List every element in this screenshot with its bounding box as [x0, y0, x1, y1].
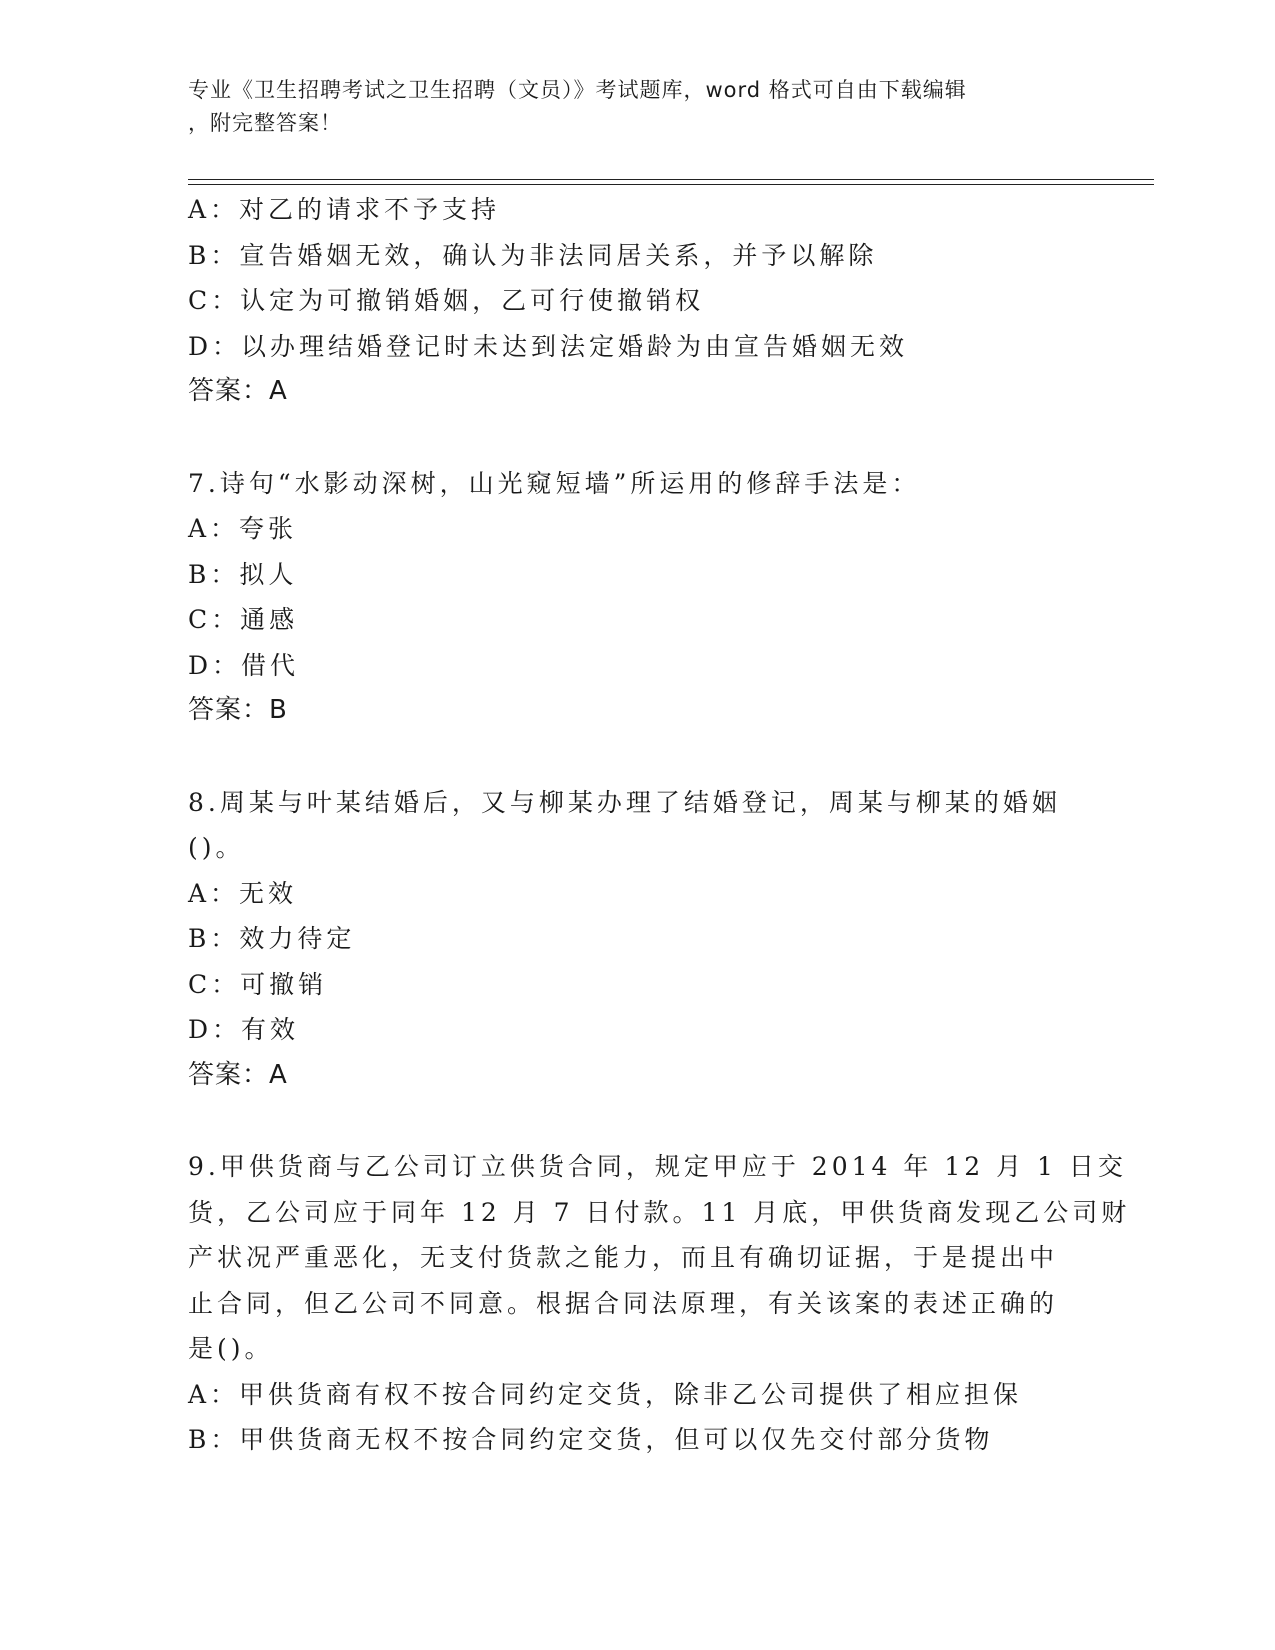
answer: 答案：A: [188, 376, 288, 406]
header-divider-bottom: [188, 184, 1154, 185]
option-b: B：甲供货商无权不按合同约定交货，但可以仅先交付部分货物: [188, 1425, 994, 1454]
question-stem-line-5: 是()。: [188, 1334, 274, 1363]
option-c: C：可撤销: [188, 969, 328, 999]
spacer: [188, 1098, 1088, 1144]
question-stem-line-2: 货，乙公司应于同年 12 月 7 日付款。11 月底，甲供货商发现乙公司财: [188, 1197, 1131, 1227]
question-stem-line-1: 9.甲供货商与乙公司订立供货合同，规定甲应于 2014 年 12 月 1 日交: [188, 1152, 1127, 1181]
question-stem-line-1: 8.周某与叶某结婚后，又与柳某办理了结婚登记，周某与柳某的婚姻: [188, 787, 1061, 817]
option-d: D：借代: [188, 650, 300, 680]
question-stem-line-2: ()。: [188, 833, 245, 862]
header-line-1: 专业《卫生招聘考试之卫生招聘（文员）》考试题库，word 格式可自由下载编辑: [188, 78, 967, 102]
option-a: A：甲供货商有权不按合同约定交货，除非乙公司提供了相应担保: [188, 1379, 1023, 1409]
question-stem-line-3: 产状况严重恶化，无支付货款之能力，而且有确切证据，于是提出中: [188, 1243, 1059, 1272]
answer: 答案：A: [188, 1059, 288, 1090]
option-a: A：对乙的请求不予支持: [188, 195, 501, 224]
question-8: [188, 780, 1088, 1099]
question-list: [188, 187, 1131, 1463]
option-c: C：认定为可撤销婚姻，乙可行使撤销权: [188, 286, 705, 315]
option-a: A：夸张: [188, 514, 298, 543]
header-line-2: ，附完整答案！: [188, 111, 342, 135]
spacer: [188, 415, 1088, 461]
question-7: [188, 461, 1088, 734]
question-stem-line-4: 止合同，但乙公司不同意。根据合同法原理，有关该案的表述正确的: [188, 1288, 1059, 1318]
option-c: C：通感: [188, 605, 299, 634]
question-9: [188, 1144, 1131, 1463]
option-a: A：无效: [188, 878, 298, 908]
option-d: D：有效: [188, 1015, 300, 1044]
question-6: [188, 187, 1088, 415]
question-stem: 7.诗句“水影动深树，山光窥短墙”所运用的修辞手法是：: [188, 468, 921, 498]
answer: 答案：B: [188, 695, 288, 725]
header-divider-top: [188, 179, 1154, 180]
document-header: [188, 74, 1088, 140]
spacer: [188, 734, 1088, 780]
option-b: B：效力待定: [188, 924, 356, 953]
option-d: D：以办理结婚登记时未达到法定婚龄为由宣告婚姻无效: [188, 331, 909, 361]
option-b: B：拟人: [188, 559, 298, 589]
option-b: B：宣告婚姻无效，确认为非法同居关系，并予以解除: [188, 240, 878, 270]
